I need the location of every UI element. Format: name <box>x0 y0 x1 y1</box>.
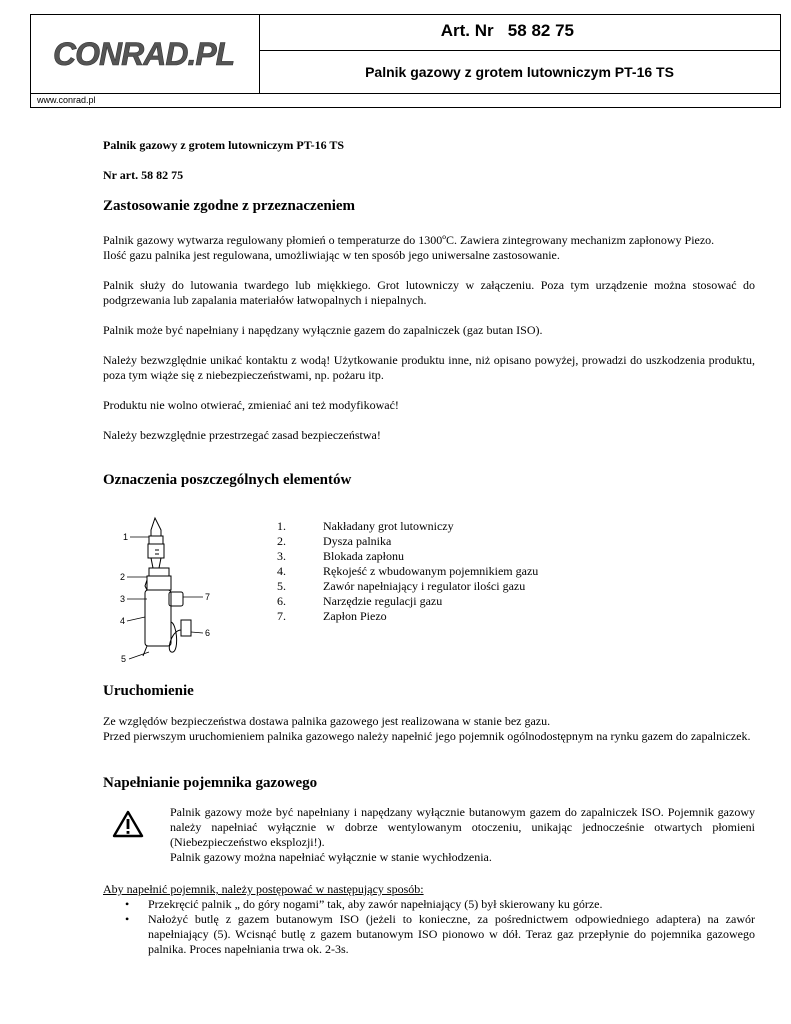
product-title-header: Palnik gazowy z grotem lutowniczym PT-16 TS <box>365 64 674 80</box>
usage-p6: Należy bezwzględnie przestrzegać zasad bezpieczeństwa! <box>103 428 381 442</box>
startup-heading: Uruchomienie <box>103 683 194 699</box>
document-header <box>30 14 781 94</box>
usage-p3: Palnik może być napełniany i napędzany wyłącznie gazem do zapalniczek (gaz butan ISO). <box>103 323 543 337</box>
usage-p4: Należy bezwzględnie unikać kontaktu z wodą! Użytkowanie produktu inne, niż opisano powyżej, prowadzi do uszkodzenia produktu, poza tym wiąże się z niebezpieczeństwami, np. pożaru itp. <box>103 353 755 382</box>
diagram-label-7: 7 <box>205 592 211 602</box>
usage-p1: Palnik gazowy wytwarza regulowany płomień o temperaturze do 1300ºC. Zawiera zintegrowany mechanizm zapłonowy Piezo. <box>103 233 715 247</box>
warning-p2: Palnik gazowy można napełniać wyłącznie w stanie wychłodzenia. <box>170 850 492 864</box>
bullet-text: Nałożyć butlę z gazem butanowym ISO (jeżeli to konieczne, za pośrednictwem odpowiedniego adaptera) na zawór napełniający (5). Wcisnąć butlę z gazem butanowym ISO pionowo w dół. Teraz gaz przepłynie do pojemnika gazowego palnika. Proces napełniania trwa ok. 2-3s. <box>148 912 755 956</box>
warning-triangle-icon <box>112 810 144 838</box>
elements-heading: Oznaczenia poszczególnych elementów <box>103 472 352 488</box>
list-item: 7. Zapłon Piezo <box>277 609 387 623</box>
elements-list <box>277 519 538 624</box>
usage-p2: Palnik służy do lutowania twardego lub miękkiego. Grot lutowniczy w załączeniu. Poza tym urządzenie można stosować do podgrzewania lub zapalania materiałów łatwopalnych i niepalnych. <box>103 278 755 307</box>
logo-text: CONRAD.PL <box>53 36 235 72</box>
startup-p1: Ze względów bezpieczeństwa dostawa palnika gazowego jest realizowana w stanie bez gazu. <box>103 714 551 728</box>
diagram-label-4: 4 <box>120 616 126 626</box>
list-item: 4. Rękojeść z wbudowanym pojemnikiem gazu <box>277 564 539 578</box>
list-item: 5. Zawór napełniający i regulator ilości gazu <box>277 579 526 593</box>
usage-text <box>103 233 755 443</box>
startup-text <box>103 714 755 744</box>
diagram-label-2: 2 <box>120 572 126 582</box>
bullet-dot: • <box>125 897 130 911</box>
logo-cell <box>31 15 260 93</box>
filling-heading: Napełnianie pojemnika gazowego <box>103 775 318 791</box>
bullet-text: Przekręcić palnik „ do góry nogami” tak, aby zawór napełniający (5) był skierowany ku górze. <box>148 897 603 911</box>
diagram-label-3: 3 <box>120 594 126 604</box>
list-item: 1. Nakładany grot lutowniczy <box>277 519 454 533</box>
art-number-cell <box>259 15 780 51</box>
usage-heading: Zastosowanie zgodne z przeznaczeniem <box>103 198 356 214</box>
startup-p2: Przed pierwszym uruchomieniem palnika gazowego należy napełnić jego pojemnik ogólnodostępnym na rynku gazem do zapalniczek. <box>103 729 751 743</box>
diagram-label-6: 6 <box>205 628 211 638</box>
warning-text <box>170 805 755 865</box>
intro-art-number: Nr art. 58 82 75 <box>103 168 184 182</box>
list-item: 6. Narzędzie regulacji gazu <box>277 594 443 608</box>
conrad-logo <box>51 35 241 73</box>
bullet-dot: • <box>125 912 130 926</box>
diagram-label-5: 5 <box>121 654 127 664</box>
website-url[interactable]: www.conrad.pl <box>30 94 781 108</box>
art-number-header: Art. Nr 58 82 75 <box>440 21 574 40</box>
usage-p5: Produktu nie wolno otwierać, zmieniać ani też modyfikować! <box>103 398 399 412</box>
usage-p1b: Ilość gazu palnika jest regulowana, umożliwiając w ten sposób jego uniwersalne zastosowanie. <box>103 248 560 262</box>
warning-p1: Palnik gazowy może być napełniany i napędzany wyłącznie butanowym gazem do zapalniczek ISO. Pojemnik gazowy należy napełniać wyłącznie w dobrze wentylowanym otoczeniu, unikając jednocześnie otwartych płomieni (Niebezpieczeństwo eksplozji!). <box>170 805 755 849</box>
list-item: 2. Dysza palnika <box>277 534 392 548</box>
intro-product-name: Palnik gazowy z grotem lutowniczym PT-16 TS <box>103 138 345 152</box>
diagram-label-1: 1 <box>123 532 129 542</box>
torch-diagram-icon <box>115 512 225 670</box>
list-item: 3. Blokada zapłonu <box>277 549 404 563</box>
procedure-intro: Aby napełnić pojemnik, należy postępować w następujący sposób: <box>103 882 424 896</box>
